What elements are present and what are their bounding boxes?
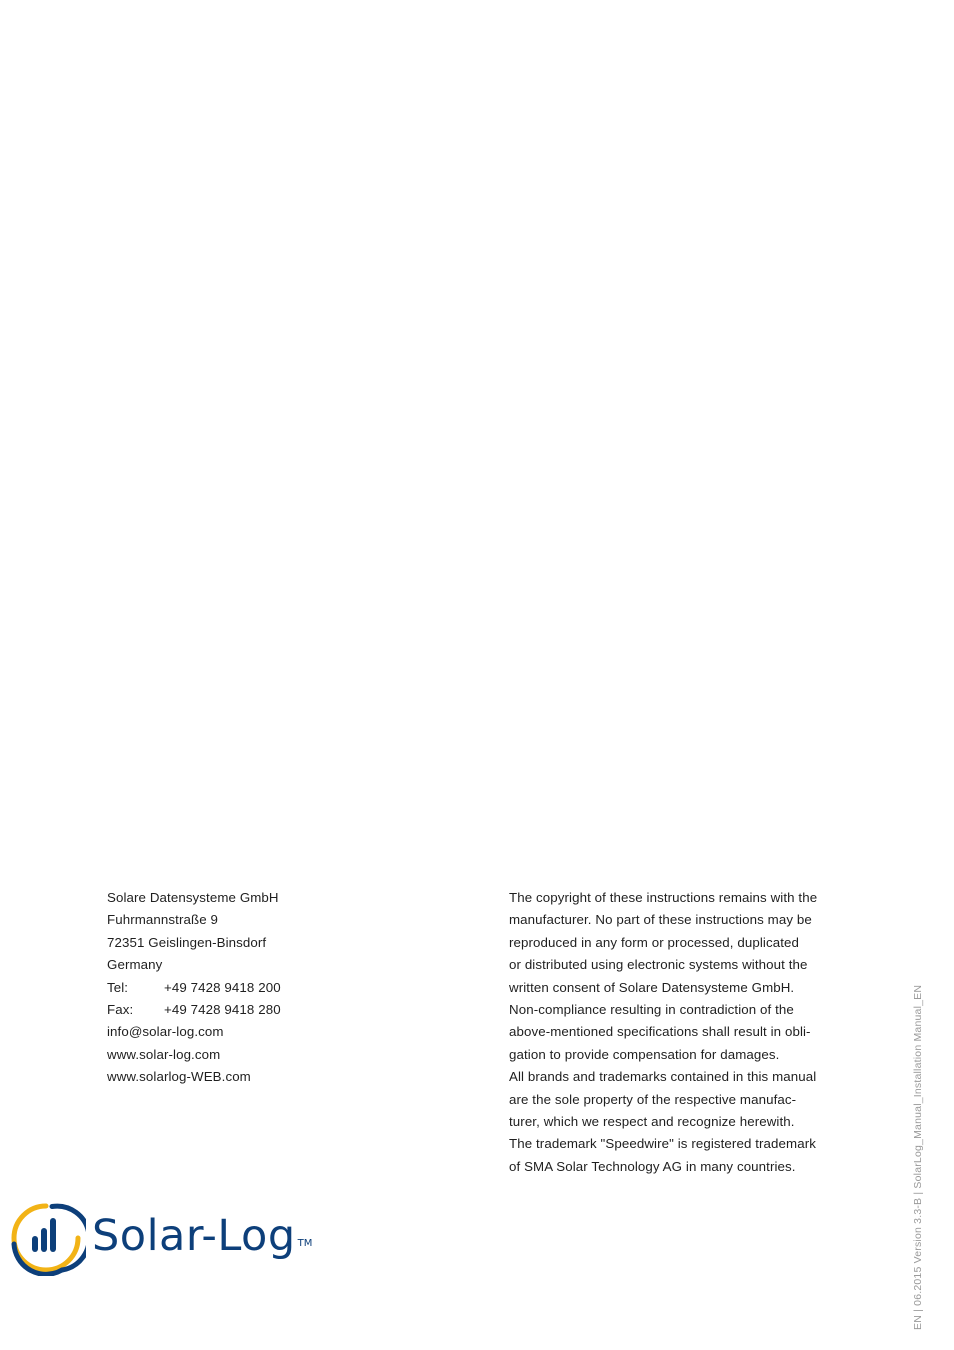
copyright-line: manufacturer. No part of these instructions may be [509,912,812,928]
email-address: info@solar-log.com [107,1024,224,1040]
copyright-line: The copyright of these instructions remains with the [509,890,818,905]
fax-label: Fax: [107,1002,134,1018]
copyright-line: or distributed using electronic systems without the [509,957,808,973]
country: Germany [107,957,163,973]
website-link-1: www.solar-log.com [107,1046,221,1062]
phone-row [107,977,407,999]
copyright-line: of SMA Solar Technology AG in many countries. [509,1158,796,1174]
version-side-note: EN | 06.2015 Version 3.3-B | SolarLog_Manual_Installation Manual_EN [912,984,924,1330]
trademark-symbol: TM [297,1238,313,1249]
copyright-line: The trademark "Speedwire" is registered trademark [509,1136,816,1152]
fax-row [107,999,407,1021]
copyright-line: gation to provide compensation for damages. [509,1046,780,1062]
copyright-notice [509,887,879,1178]
company-address [107,887,407,1089]
phone-label: Tel: [107,979,129,995]
copyright-line: above-mentioned specifications shall result in obli- [509,1024,811,1040]
solar-log-emblem-icon [6,1200,86,1276]
solar-log-logo [6,1200,346,1276]
copyright-line: All brands and trademarks contained in this manual [509,1069,817,1085]
copyright-line: written consent of Solare Datensysteme GmbH. [509,979,795,995]
copyright-line: reproduced in any form or processed, duplicated [509,934,800,950]
company-name: Solare Datensysteme GmbH [107,890,279,905]
copyright-line: Non-compliance resulting in contradiction of the [509,1002,794,1018]
city-address: 72351 Geislingen-Binsdorf [107,934,267,950]
logo-text: Solar-Log [92,1211,296,1261]
copyright-line: are the sole property of the respective manufac- [509,1091,797,1107]
street-address: Fuhrmannstraße 9 [107,912,218,928]
fax-number: +49 7428 9418 280 [164,1002,281,1018]
phone-number: +49 7428 9418 200 [164,979,281,995]
website-link-2: www.solarlog-WEB.com [107,1069,251,1085]
copyright-line: turer, which we respect and recognize herewith. [509,1114,795,1130]
logo-wordmark [92,1206,312,1266]
